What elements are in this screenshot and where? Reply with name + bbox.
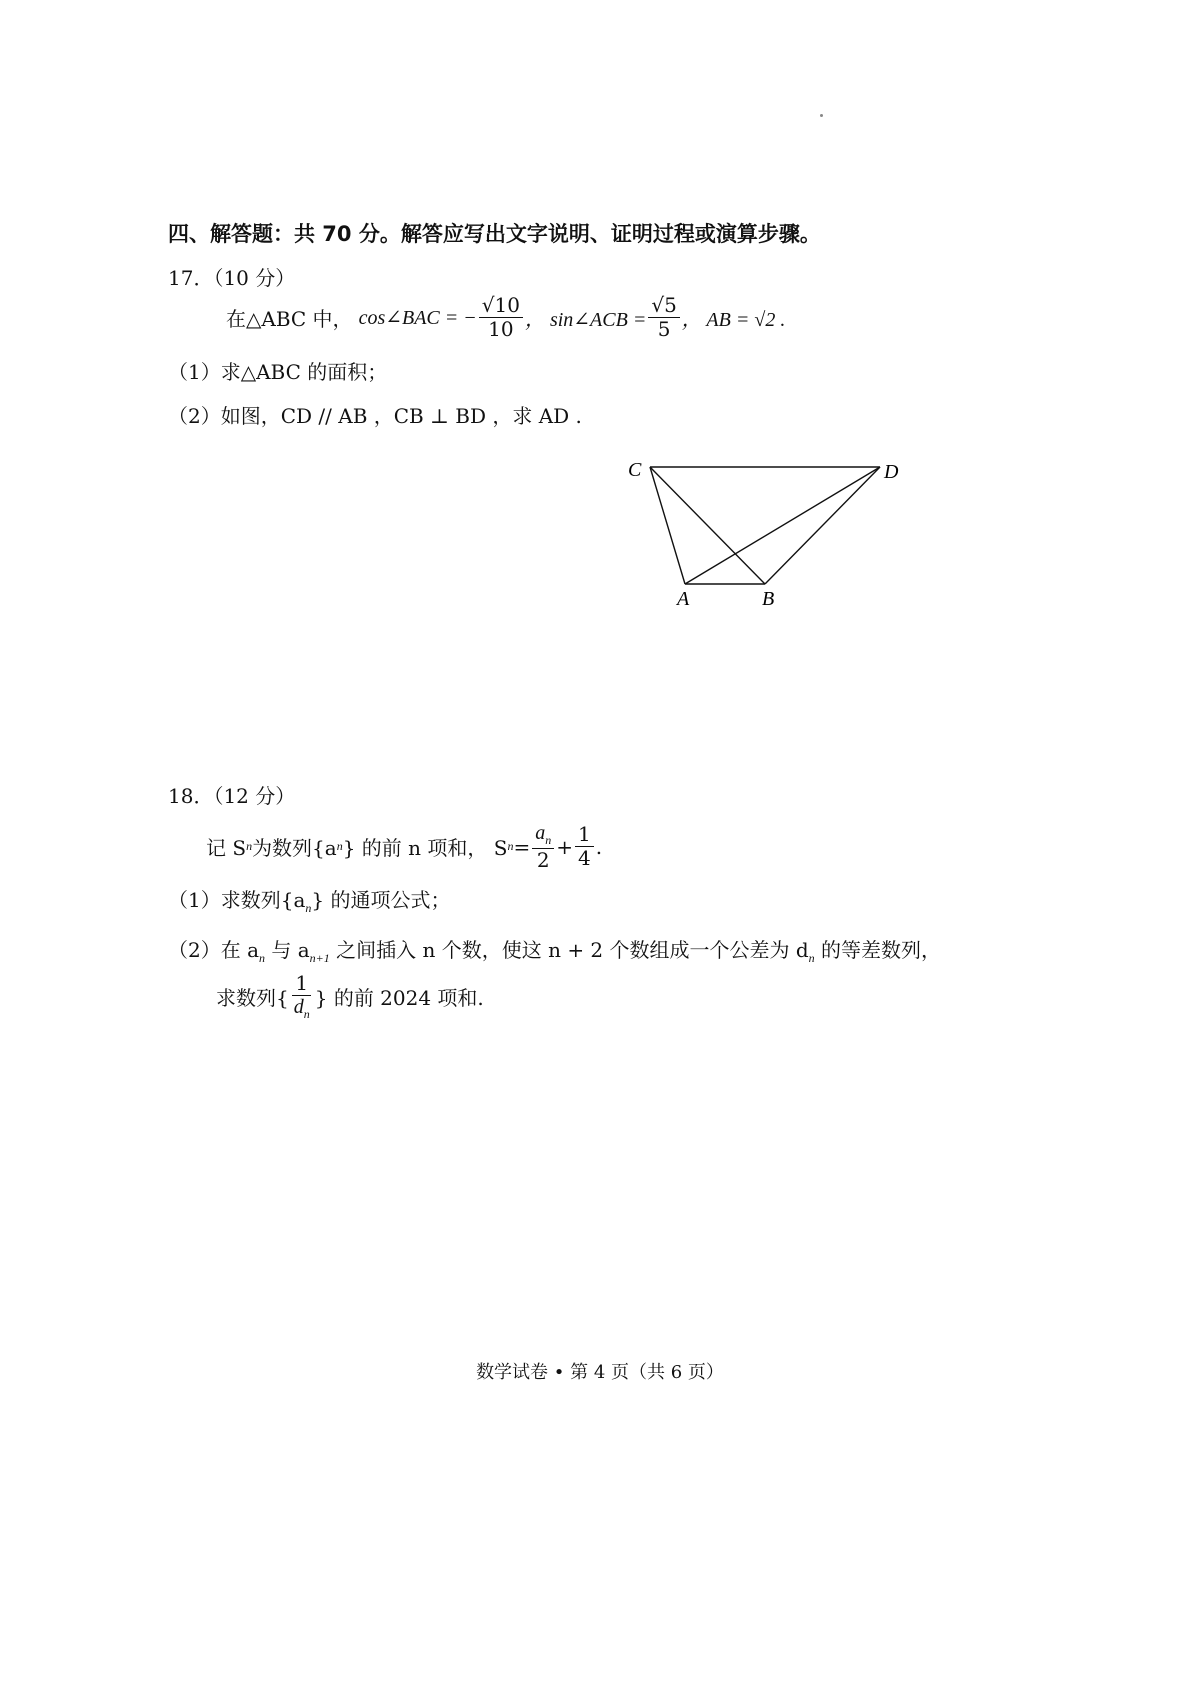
q18-stem — [206, 822, 602, 872]
q18-part2-sub-dn: n — [808, 951, 815, 965]
q18-frac2-num: 1 — [575, 823, 594, 847]
scan-dot — [820, 114, 823, 117]
q17-stem-prefix: 在△ABC 中， — [226, 307, 353, 331]
q18-stem-b: 为数列{a — [252, 836, 337, 861]
q18-fraction-1-dn — [291, 972, 313, 1022]
q18-part2-line2 — [216, 972, 484, 1022]
q17-part2: （2）如图，CD // AB ，CB ⊥ BD ，求 AD . — [168, 404, 582, 428]
q18-part2-b: 与 a — [265, 938, 310, 962]
q17-cos-fraction — [479, 294, 523, 341]
q18-part2-line2-a: 求数列{ — [216, 986, 289, 1011]
q17-ab-expr: ， AB = √2 . — [681, 309, 786, 331]
q18-part2-c: 之间插入 n 个数，使这 n + 2 个数组成一个公差为 d — [329, 938, 809, 962]
q18-part2-sub-n1: n+1 — [309, 951, 330, 965]
label-c: C — [628, 459, 642, 481]
q18-stem-c-sub: n — [507, 839, 514, 854]
q18-stem-a: 记 S — [206, 836, 247, 861]
q17-cos-expr: cos∠BAC = − — [358, 307, 477, 329]
q18-frac1-num-a: a — [535, 822, 546, 844]
q18-header: 18．（12 分） — [168, 784, 296, 808]
label-b: B — [762, 588, 775, 610]
q18-part2-line1 — [168, 934, 941, 966]
q18-frac1-num-sub: n — [545, 833, 552, 847]
q18-frac2-den: 4 — [578, 846, 591, 871]
q17-sin-numerator: √5 — [648, 294, 679, 318]
q18-part1 — [168, 884, 450, 916]
q18-stem-b-sub: n — [336, 839, 343, 854]
section-heading: 四、解答题：共 70 分。解答应写出文字说明、证明过程或演算步骤。 — [168, 222, 821, 246]
q18-part2-frac-num: 1 — [292, 972, 311, 996]
q17-sin-expr: ， sin∠ACB = — [524, 309, 647, 331]
q18-part1-a: （1）求数列{a — [168, 888, 306, 912]
q17-part1: （1）求△ABC 的面积； — [168, 360, 388, 384]
label-a: A — [677, 588, 690, 610]
label-d: D — [884, 461, 899, 483]
q18-part1-sub: n — [305, 901, 312, 915]
q18-part2-frac-den-sub: n — [303, 1007, 310, 1021]
q18-part2-line2-b: } 的前 2024 项和. — [314, 986, 484, 1011]
q18-frac1-num — [532, 822, 554, 849]
q18-fraction-an-2 — [532, 822, 554, 872]
q18-fraction-1-4 — [575, 823, 594, 870]
q17-sin-fraction — [648, 294, 679, 341]
q17-figure — [600, 440, 930, 620]
q17-header: 17．（10 分） — [168, 266, 296, 290]
q18-frac1-den: 2 — [536, 847, 550, 872]
q18-part2-sub-n: n — [259, 951, 266, 965]
q17-sin-denominator: 5 — [657, 317, 671, 341]
q18-stem-eq: = — [513, 834, 531, 859]
q17-cos-denominator: 10 — [488, 317, 514, 341]
q18-part2-frac-den — [291, 996, 313, 1022]
q17-cos-numerator: √10 — [479, 294, 523, 318]
page-footer: 数学试卷 • 第 4 页（共 6 页） — [476, 1362, 724, 1383]
q18-stem-sub-n: n — [246, 839, 253, 854]
q18-part1-end: } 的通项公式； — [311, 888, 451, 912]
q18-stem-c: } 的前 n 项和， S — [342, 836, 508, 861]
q18-plus: + — [556, 834, 573, 859]
q17-stem — [226, 294, 785, 341]
q18-part2-frac-den-d: d — [293, 996, 304, 1018]
q18-part2-a: （2）在 a — [168, 938, 260, 962]
q18-stem-end: . — [595, 834, 603, 859]
q18-part2-d: 的等差数列， — [814, 938, 942, 962]
